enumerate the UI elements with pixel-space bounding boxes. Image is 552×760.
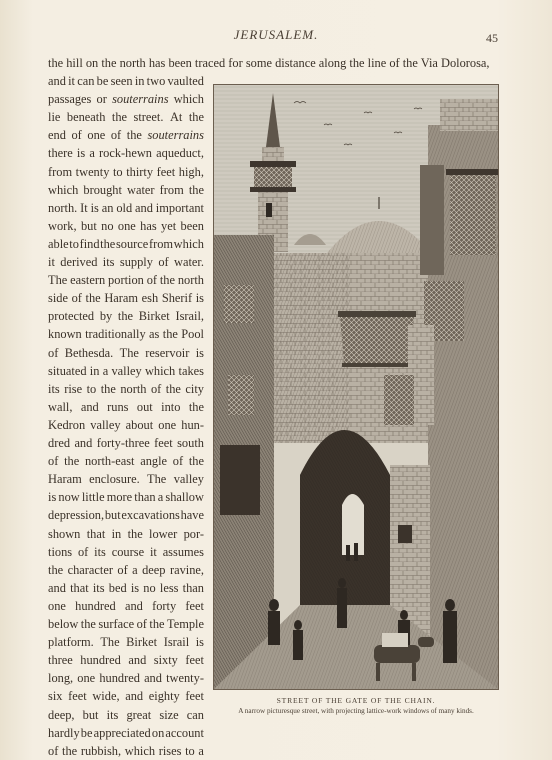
text-line: its rise to the north of the city <box>48 381 204 396</box>
text-line: platform. The Birket Israil is <box>48 635 204 650</box>
running-head: JERUSALEM. <box>233 27 319 42</box>
text-line: end of one of the souterrains <box>48 128 204 143</box>
text-line: three hundred and sixty feet <box>48 653 204 668</box>
text-line: passages or souterrains which <box>48 92 204 107</box>
figure-caption-title: STREET OF THE GATE OF THE CHAIN. <box>276 696 436 705</box>
body-first-line: the hill on the north has been traced for some distance along the line of the Via Dolorosa, <box>48 56 490 70</box>
text-line: and it can be seen in two vaulted <box>48 74 204 88</box>
text-line: of the rubbish, which rises to a <box>48 743 204 758</box>
text-line: shown that in the lower por- <box>48 526 204 541</box>
text-line: situated in a valley which takes <box>48 363 204 378</box>
street-engraving <box>214 85 498 689</box>
text-line: and that its bed is no less than <box>48 580 204 595</box>
text-line: lie beneath the street. At the <box>48 110 204 125</box>
page-number: 45 <box>486 31 498 45</box>
figure-caption-subtitle: A narrow picturesque street, with projecting lattice-work windows of many kinds. <box>238 707 474 715</box>
text-line: known traditionally as the Pool <box>48 327 204 342</box>
text-line: below the surface of the Temple <box>48 617 204 631</box>
text-line: is now little more than a shallow <box>48 490 204 505</box>
text-line: long, one hundred and twenty- <box>48 671 204 686</box>
text-line: hardly be appreciated on account <box>48 725 204 740</box>
text-line: of Bethesda. The reservoir is <box>48 345 204 360</box>
text-line: protected by the Birket Israil, <box>48 309 204 324</box>
text-line: of the north-east angle of the <box>48 454 204 469</box>
text-line: the character of a deep ravine, <box>48 562 204 577</box>
text-line: it derived its supply of water. <box>48 255 204 269</box>
text-line: side of the Haram esh Sherif is <box>48 291 204 306</box>
text-line: The eastern portion of the north <box>48 273 204 288</box>
text-line: which brought water from the <box>48 182 204 197</box>
text-line: able to find the source from which <box>48 236 204 251</box>
text-line: north. It is an old and important <box>48 200 204 215</box>
text-line: from twenty to thirty feet high, <box>48 164 204 179</box>
text-line: dred and forty-three feet south <box>48 436 204 450</box>
text-line: one hundred and forty feet <box>48 598 204 613</box>
text-line: Haram enclosure. The valley <box>48 472 204 487</box>
text-line: tions of its course it assumes <box>48 544 204 559</box>
text-line: deep, but its great size can <box>48 707 204 722</box>
text-line: work, but no one has yet been <box>48 218 204 233</box>
text-line: depression, but excavations have <box>48 508 204 523</box>
text-line: there is a rock-hewn aqueduct, <box>48 146 204 161</box>
engraving-figure <box>213 84 499 690</box>
text-line: six feet wide, and eighty feet <box>48 689 204 704</box>
text-line: wall, and runs out into the <box>48 399 204 414</box>
text-line: Kedron valley about one hun- <box>48 417 204 432</box>
